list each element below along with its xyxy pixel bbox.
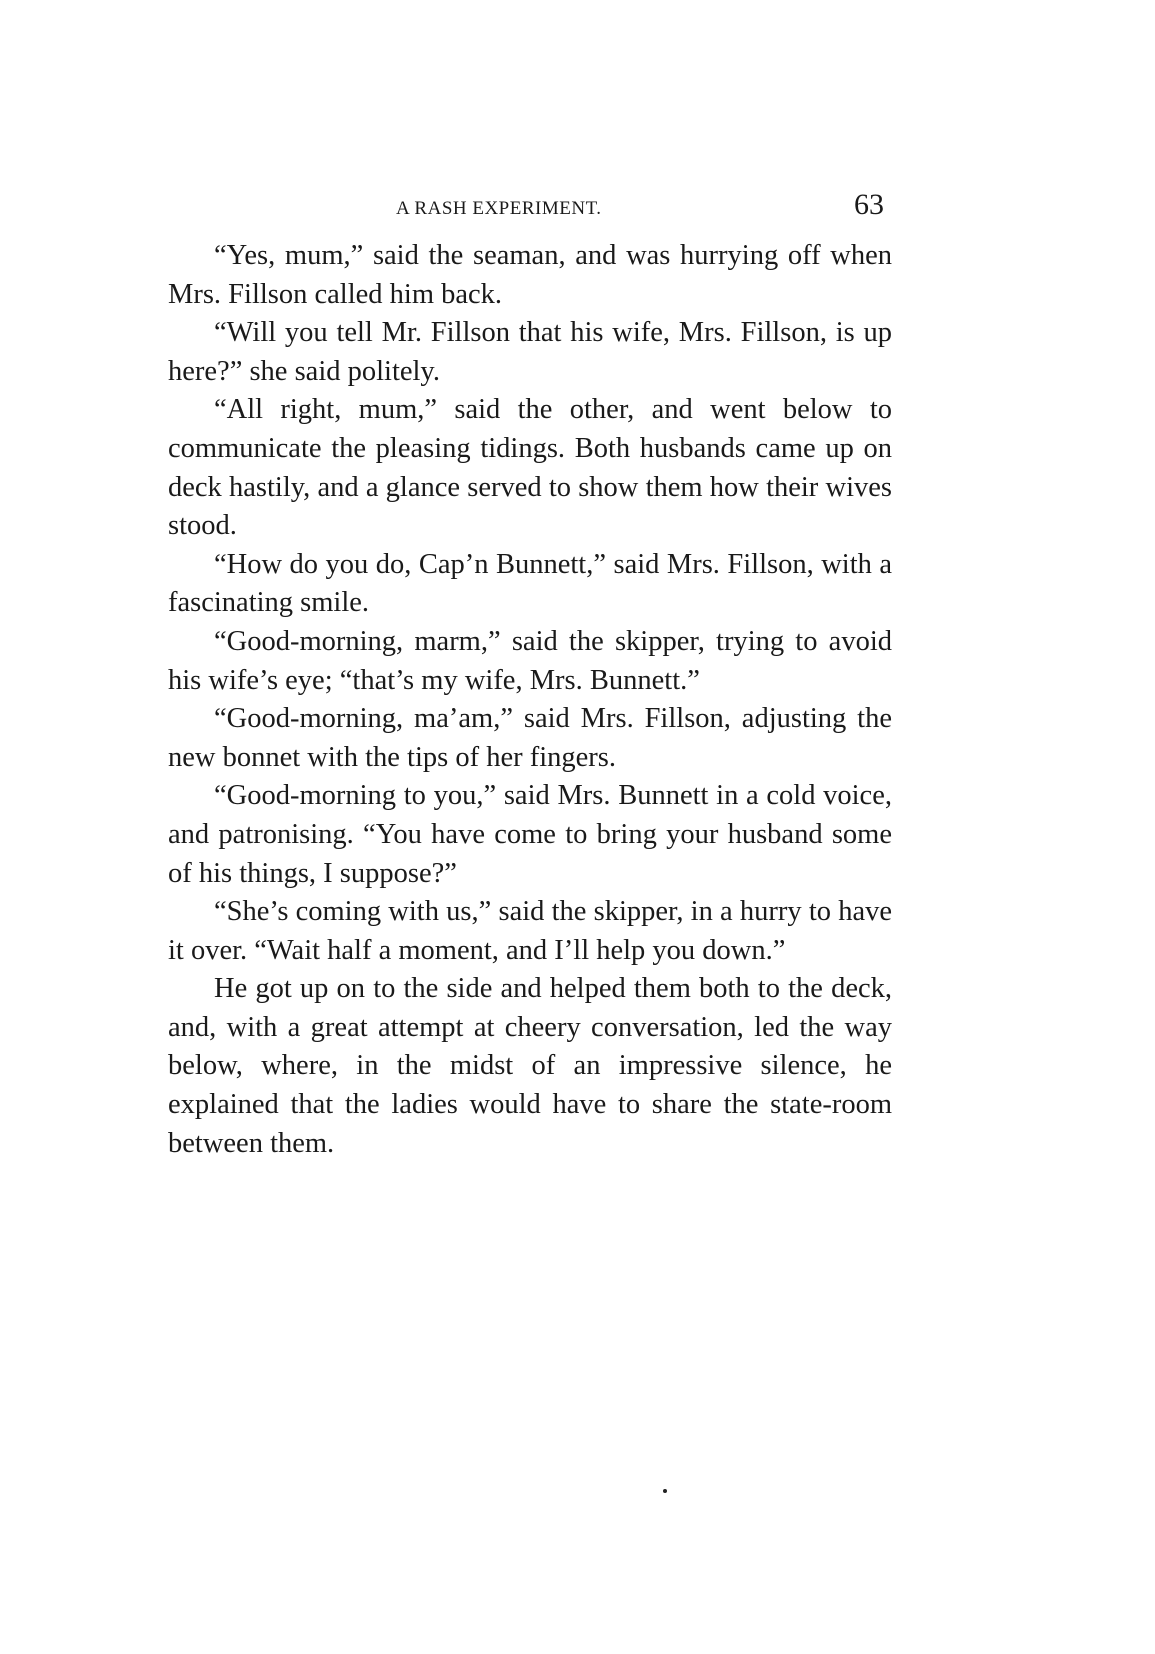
paragraph: “Good-morning, marm,” said the skipper, trying to avoid his wife’s eye; “that’s my wife, Mrs. Bunnett.” xyxy=(168,625,892,696)
paragraph: He got up on to the side and helped them both to the deck, and, with a great attempt at cheery conversation, led the way below, where, in the midst of an impressive silence, he explained that the ladies would have to share the state-room between them. xyxy=(168,973,892,1159)
paragraph: “Good-morning, ma’am,” said Mrs. Fillson, adjusting the new bonnet with the tips of her fingers. xyxy=(168,703,892,773)
paragraph: “Will you tell Mr. Fillson that his wife, Mrs. Fillson, is up here?” she said politely. xyxy=(168,317,892,387)
paragraph: “All right, mum,” said the other, and went below to communicate the pleasing tidings. Both husbands came up on deck hastily, and a glance served to show them how their wives stood. xyxy=(168,394,892,542)
page-header xyxy=(168,188,892,232)
page-number: 63 xyxy=(854,188,884,221)
paragraph: “Yes, mum,” said the seaman, and was hurrying off when Mrs. Fillson called him back. xyxy=(168,240,892,310)
paragraph: “She’s coming with us,” said the skipper, in a hurry to have it over. “Wait half a moment, and I’ll help you down.” xyxy=(168,896,892,966)
ink-speck xyxy=(663,1489,667,1493)
body-text xyxy=(168,237,892,1163)
paragraph: “How do you do, Cap’n Bunnett,” said Mrs. Fillson, with a fascinating smile. xyxy=(168,548,892,619)
running-head: A RASH EXPERIMENT. xyxy=(396,198,602,219)
paragraph: “Good-morning to you,” said Mrs. Bunnett in a cold voice, and patronising. “You have come to bring your husband some of his things, I suppose?” xyxy=(168,780,892,889)
